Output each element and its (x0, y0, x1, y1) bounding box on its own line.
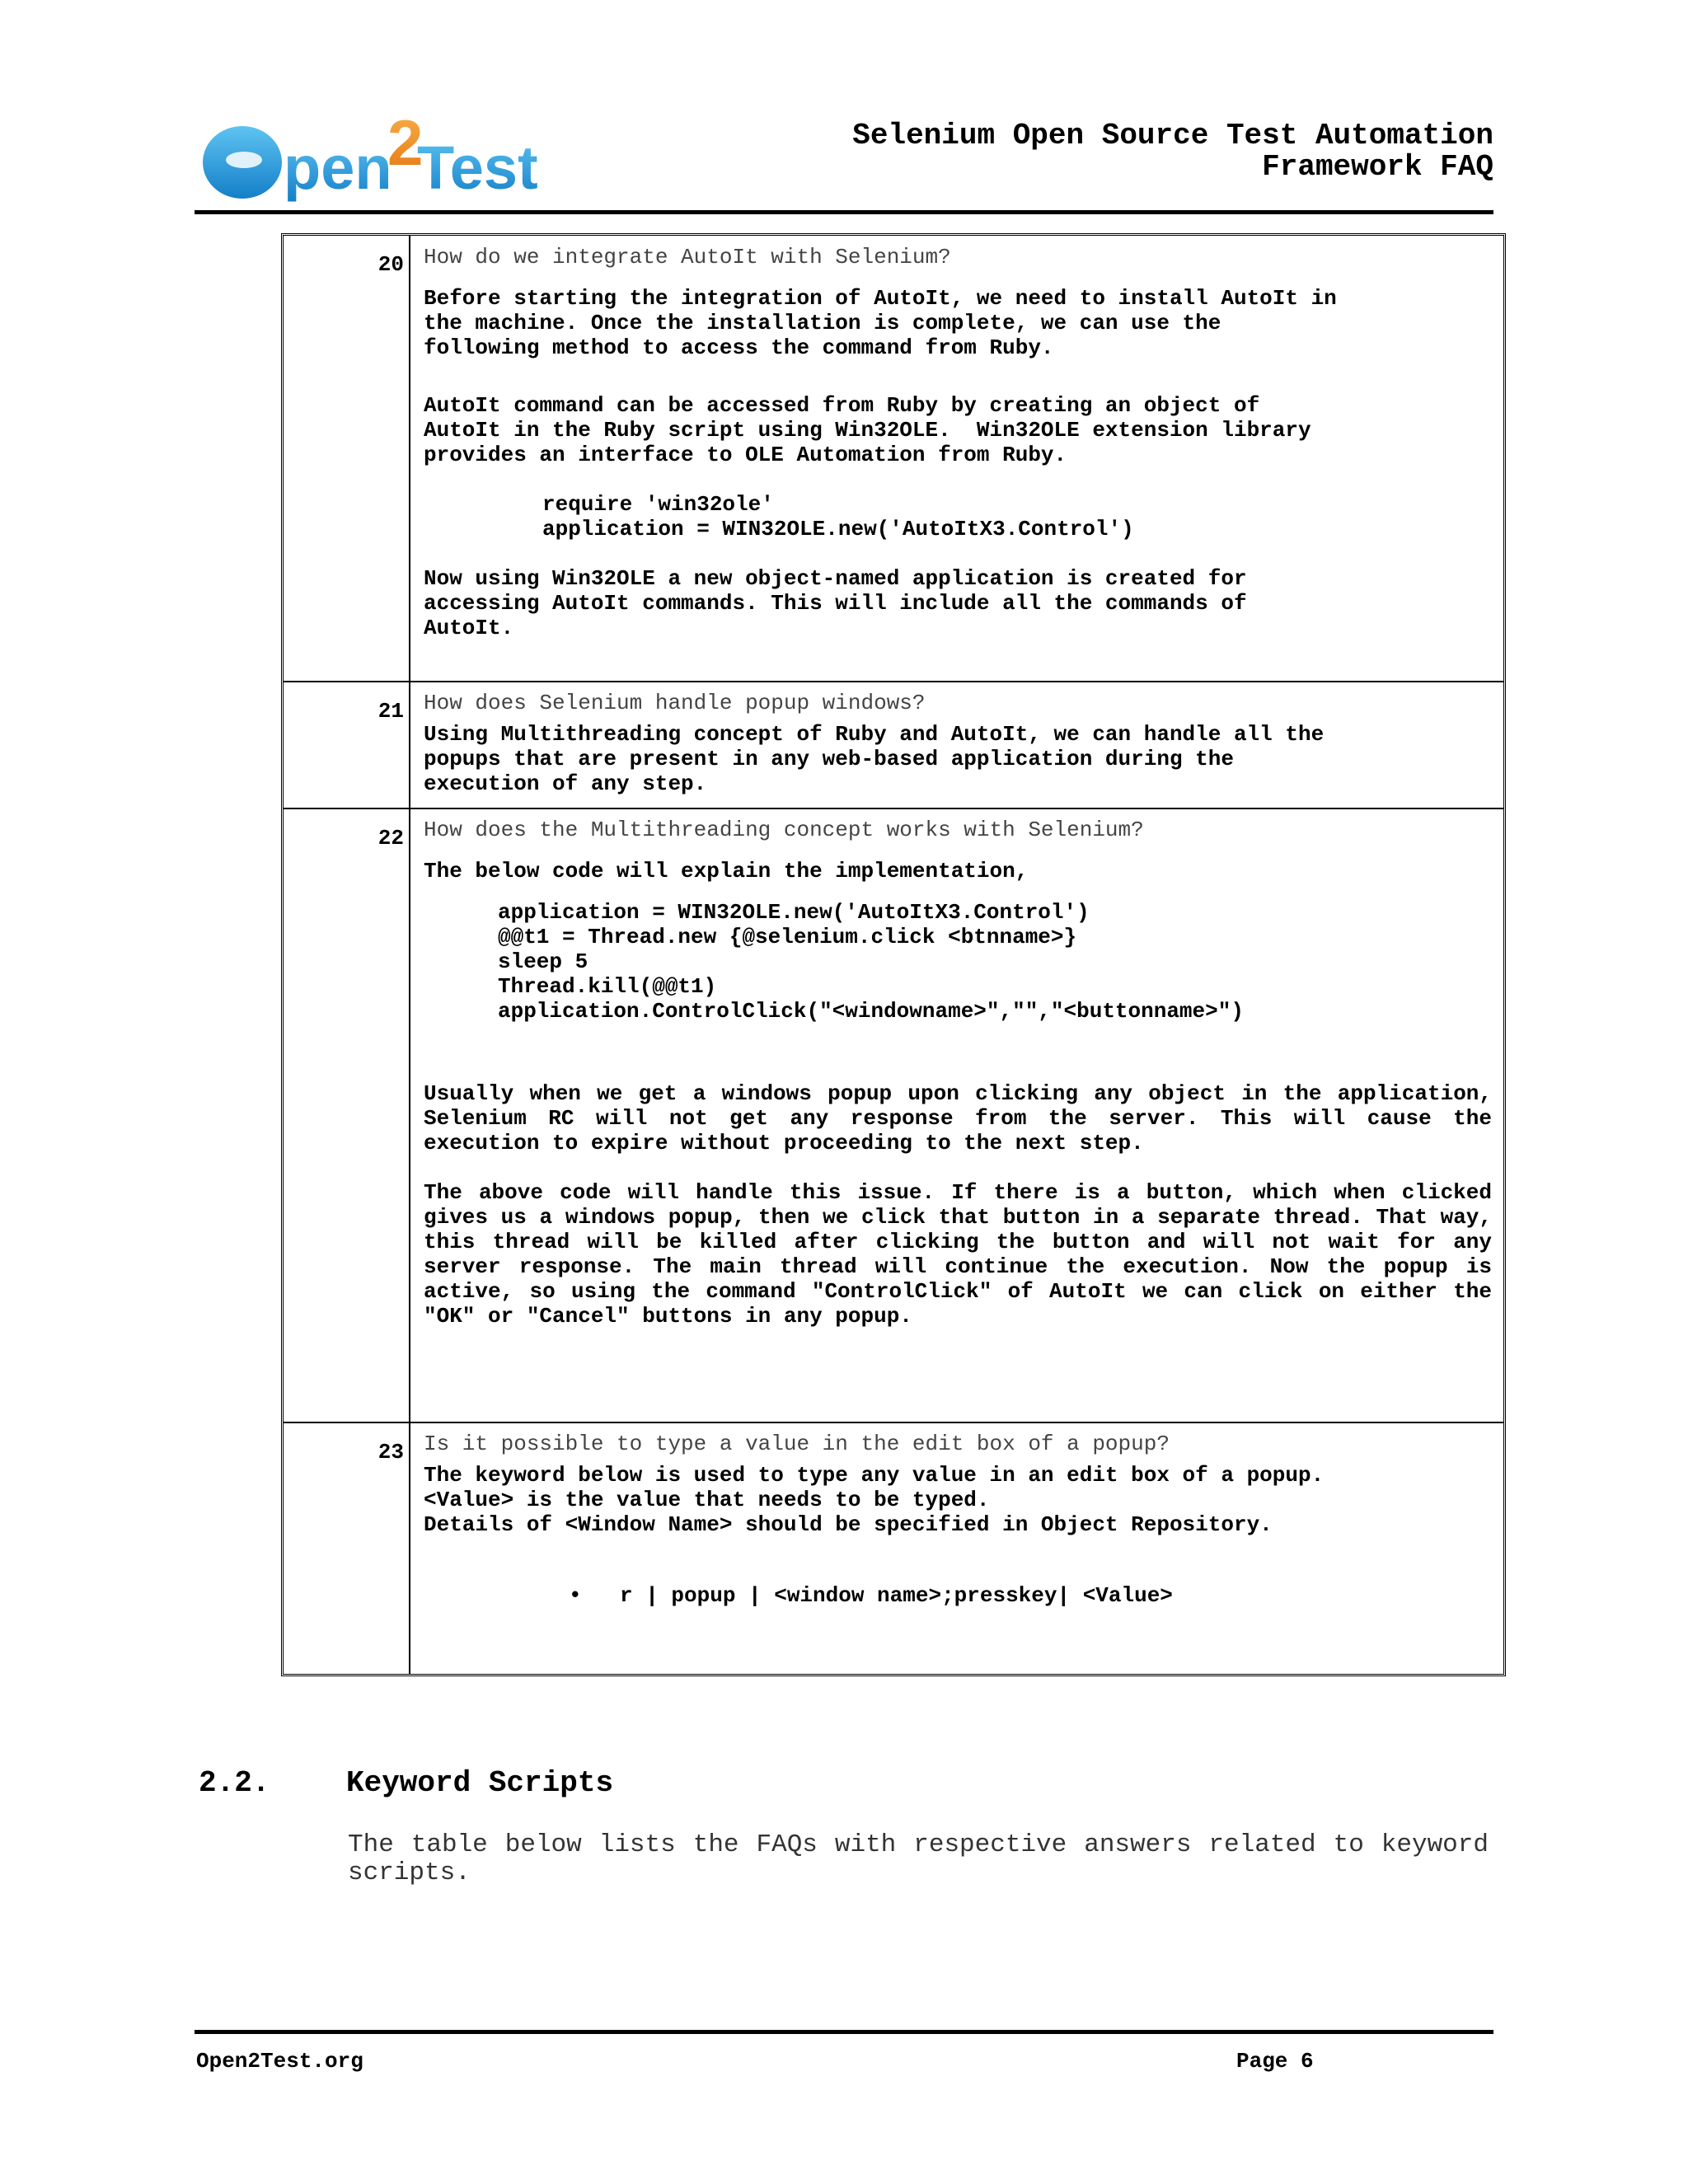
document-title-line2: Framework FAQ (1262, 150, 1493, 184)
faq-row-22 (284, 809, 1503, 1423)
footer-divider (195, 2030, 1493, 2034)
faq-answer-cell (410, 1423, 1503, 1674)
faq-paragraph: AutoIt command can be accessed from Ruby by creating an object of AutoIt in the Ruby script using Win32OLE. Win32OLE extension library provides an interface to OLE Automation from Ruby. (424, 393, 1311, 467)
faq-paragraph: The below code will explain the implementation, (424, 859, 1029, 883)
faq-answer-cell (410, 809, 1503, 1422)
document-title (852, 120, 1493, 183)
section-number: 2.2. (199, 1766, 270, 1800)
svg-text:2: 2 (387, 110, 424, 179)
header-divider (195, 210, 1493, 214)
document-title-line1: Selenium Open Source Test Automation (852, 119, 1493, 152)
faq-question: How do we integrate AutoIt with Selenium? (424, 245, 951, 269)
faq-answer-cell (410, 682, 1503, 808)
faq-question: How does Selenium handle popup windows? (424, 691, 926, 715)
faq-question: Is it possible to type a value in the edit box of a popup? (424, 1432, 1170, 1456)
faq-question: How does the Multithreading concept works with Selenium? (424, 818, 1144, 842)
faq-paragraph: Now using Win32OLE a new object-named application is created for accessing AutoIt commands. This will include all the commands of AutoIt. (424, 566, 1247, 640)
faq-paragraph: Before starting the integration of AutoIt, we need to install AutoIt in the machine. Once the installation is complete, we can use the following method to access the command from Ruby. (424, 286, 1337, 360)
page-number: Page 6 (1236, 2049, 1314, 2074)
faq-row-23 (284, 1423, 1503, 1674)
faq-row-20 (284, 236, 1503, 682)
open2test-logo (201, 110, 557, 208)
faq-number: 23 (284, 1423, 410, 1674)
code-block: require 'win32ole' application = WIN32OLE.new('AutoItX3.Control') (542, 492, 1134, 541)
faq-paragraph: Using Multithreading concept of Ruby and AutoIt, we can handle all the popups that are present in any web-based application during the execution of any step. (424, 722, 1325, 796)
svg-text:pen: pen (284, 134, 392, 202)
code-block: application = WIN32OLE.new('AutoItX3.Control') @@t1 = Thread.new {@selenium.click <btnname>} sleep 5 Thread.kill(@@t1) application.ControlClick("<windowname>","","<buttonname>") (498, 900, 1244, 1024)
faq-row-21 (284, 682, 1503, 809)
faq-answer-cell (410, 236, 1503, 681)
keyword-bullet (424, 1583, 1492, 1608)
faq-paragraph: The above code will handle this issue. If there is a button, which when clicked gives us a windows popup, then we click that button in a separate thread. That way, this thread will be killed after clicking the button and will not wait for any server response. The main thread will continue the execution. Now the popup is active, so using the command "ControlClick" of AutoIt we can click on either the "OK" or "Cancel" buttons in any popup. (424, 1180, 1492, 1329)
faq-paragraph: The keyword below is used to type any value in an edit box of a popup. <Value> is the value that needs to be typed. Details of <Window Name> should be specified in Object Repository. (424, 1463, 1325, 1537)
section-title: Keyword Scripts (346, 1766, 614, 1800)
faq-table (281, 233, 1506, 1676)
keyword-syntax: r | popup | <window name>;presskey| <Value> (620, 1583, 1173, 1608)
faq-number: 22 (284, 809, 410, 1422)
section-intro: The table below lists the FAQs with respective answers related to keyword scripts. (348, 1830, 1489, 1887)
faq-number: 21 (284, 682, 410, 808)
svg-text:Test: Test (417, 134, 538, 202)
faq-paragraph: Usually when we get a windows popup upon clicking any object in the application, Selenium RC will not get any response from the server. This will cause the execution to expire without proceeding to the next step. (424, 1081, 1492, 1155)
bullet-icon: • (569, 1583, 582, 1608)
footer-site: Open2Test.org (196, 2049, 363, 2074)
faq-number: 20 (284, 236, 410, 681)
